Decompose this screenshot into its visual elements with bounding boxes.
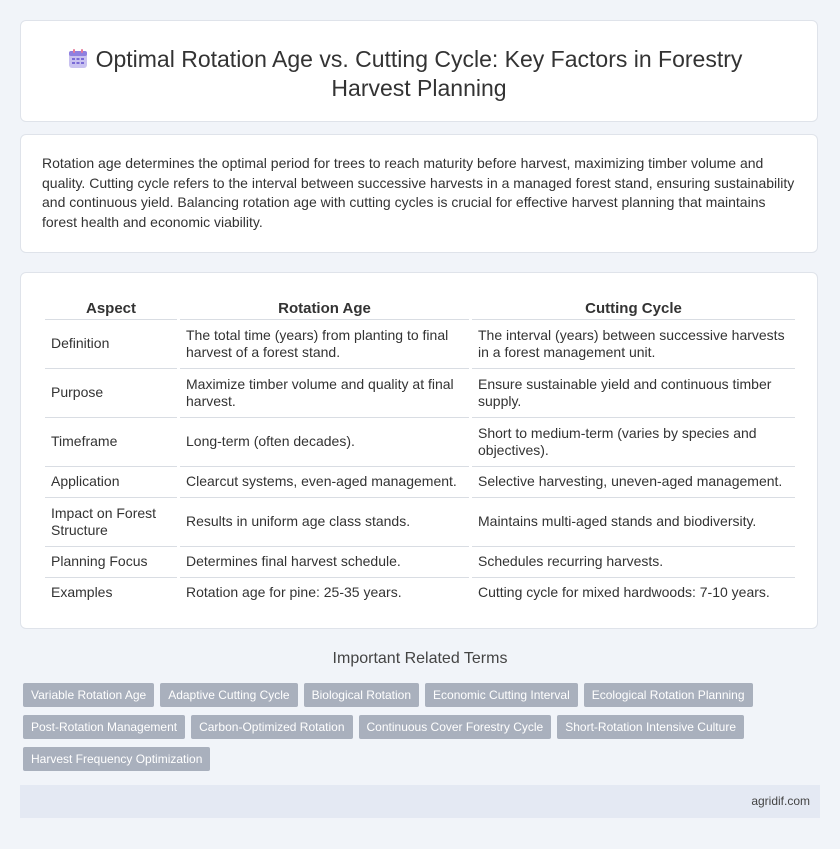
related-terms-title: Important Related Terms bbox=[332, 650, 508, 667]
table-cell-cutting-cycle: Schedules recurring harvests. bbox=[472, 547, 795, 578]
table-cell-rotation-age: Clearcut systems, even-aged management. bbox=[180, 467, 469, 498]
table-cell-aspect: Planning Focus bbox=[45, 547, 177, 578]
column-header-aspect: Aspect bbox=[45, 295, 177, 320]
column-header-cutting-cycle: Cutting Cycle bbox=[472, 295, 795, 320]
table-cell-rotation-age: Long-term (often decades). bbox=[180, 418, 469, 467]
related-term-tag[interactable]: Post-Rotation Management bbox=[23, 715, 185, 739]
related-term-tag[interactable]: Adaptive Cutting Cycle bbox=[160, 683, 297, 707]
table-cell-rotation-age: Determines final harvest schedule. bbox=[180, 547, 469, 578]
table-row bbox=[45, 320, 795, 369]
related-term-tag[interactable]: Ecological Rotation Planning bbox=[584, 683, 753, 707]
intro-text: Rotation age determines the optimal period for trees to reach maturity before harvest, maximizing timber volume and quality. Cutting cycle refers to the interval between successive harvests in a managed forest stand, ensuring sustainability and continuous yield. Balancing rotation age with cutting cycles is crucial for effective harvest planning that maintains forest health and economic viability. bbox=[42, 155, 795, 230]
table-cell-cutting-cycle: Maintains multi-aged stands and biodiversity. bbox=[472, 498, 795, 547]
table-cell-aspect: Timeframe bbox=[45, 418, 177, 467]
table-cell-aspect: Examples bbox=[51, 584, 113, 601]
table-row bbox=[45, 498, 795, 547]
table-row bbox=[45, 418, 795, 467]
table-cell-rotation-age: Results in uniform age class stands. bbox=[180, 498, 469, 547]
page-title: Optimal Rotation Age vs. Cutting Cycle: Key Factors in Forestry Harvest Planning bbox=[95, 46, 743, 101]
table-cell-aspect: Impact on Forest Structure bbox=[45, 498, 177, 547]
footer-site-link[interactable]: agridif.com bbox=[751, 794, 810, 808]
related-term-tag[interactable]: Economic Cutting Interval bbox=[425, 683, 578, 707]
intro-card bbox=[20, 134, 818, 253]
table-header-row bbox=[45, 295, 795, 320]
related-term-tag[interactable]: Short-Rotation Intensive Culture bbox=[557, 715, 744, 739]
table-row bbox=[45, 369, 795, 418]
table-cell-aspect: Definition bbox=[45, 320, 177, 369]
comparison-table-card bbox=[20, 272, 818, 629]
table-cell-rotation-age: The total time (years) from planting to final harvest of a forest stand. bbox=[180, 320, 469, 369]
related-terms-tags bbox=[23, 683, 803, 771]
table-cell-aspect: Application bbox=[45, 467, 177, 498]
related-term-tag[interactable]: Continuous Cover Forestry Cycle bbox=[359, 715, 552, 739]
related-term-tag[interactable]: Biological Rotation bbox=[304, 683, 419, 707]
header-card bbox=[20, 20, 818, 122]
table-cell-aspect: Purpose bbox=[45, 369, 177, 418]
related-term-tag[interactable]: Carbon-Optimized Rotation bbox=[191, 715, 352, 739]
column-header-rotation-age: Rotation Age bbox=[180, 295, 469, 320]
table-row bbox=[45, 547, 795, 578]
table-cell-cutting-cycle: Cutting cycle for mixed hardwoods: 7-10 years. bbox=[478, 584, 770, 601]
table-cell-rotation-age: Maximize timber volume and quality at final harvest. bbox=[180, 369, 469, 418]
footer bbox=[20, 785, 820, 818]
table-row bbox=[45, 467, 795, 498]
table-cell-cutting-cycle: The interval (years) between successive harvests in a forest management unit. bbox=[472, 320, 795, 369]
related-term-tag[interactable]: Variable Rotation Age bbox=[23, 683, 154, 707]
table-row bbox=[45, 578, 795, 608]
comparison-table bbox=[42, 295, 798, 608]
table-cell-cutting-cycle: Short to medium-term (varies by species and objectives). bbox=[472, 418, 795, 467]
table-cell-cutting-cycle: Selective harvesting, uneven-aged management. bbox=[472, 467, 795, 498]
table-cell-rotation-age: Rotation age for pine: 25-35 years. bbox=[186, 584, 402, 601]
table-cell-cutting-cycle: Ensure sustainable yield and continuous timber supply. bbox=[472, 369, 795, 418]
related-term-tag[interactable]: Harvest Frequency Optimization bbox=[23, 747, 210, 771]
